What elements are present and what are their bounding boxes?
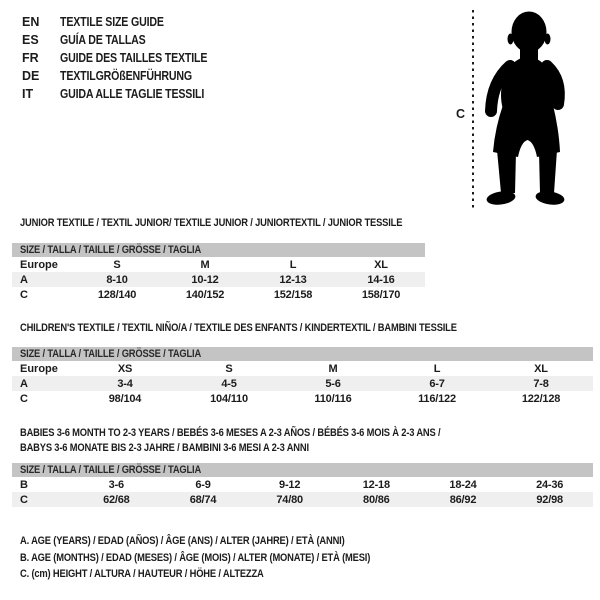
table-cell: 104/110 [210,392,248,405]
childrens-table-title-text: CHILDREN'S TEXTILE / TEXTIL NIÑO/A / TEXTILE DES ENFANTS / KINDERTEXTIL / BAMBINI TESSILE [20,322,457,334]
language-row-es [22,31,233,49]
language-title: TEXTILGRÖßENFÜHRUNG [60,69,192,83]
table-cell: 92/98 [536,493,563,506]
childrens-textile-section [12,322,593,406]
table-row [12,492,593,507]
note-c [20,566,432,583]
row-label: B [20,478,28,491]
table-cell: XS [117,362,133,375]
table-cell: 24-36 [536,478,564,491]
row-label: Europe [20,362,58,375]
table-cell: 12-18 [362,478,390,491]
note-a [20,533,432,550]
table-row [12,257,425,272]
table-cell: 12-13 [279,273,307,286]
table-cell: S [225,362,233,375]
row-label: C [20,493,28,506]
babies-table-title-text2: BABYS 3-6 MONATE BIS 2-3 JAHRE / BAMBINI 3-6 MESI A 2-3 ANNI [20,442,309,454]
childrens-size-header-text: SIZE / TALLA / TAILLE / GRÖSSE / TAGLIA [20,348,202,360]
table-cell: L [433,362,441,375]
note-b [20,550,432,567]
baby-silhouette-icon [479,10,574,208]
language-row-fr [22,49,233,67]
table-cell: 5-6 [325,377,341,390]
language-code: FR [22,51,39,65]
table-row [12,477,593,492]
row-label: C [20,392,28,405]
note-c-text: C. (cm) HEIGHT / ALTURA / HAUTEUR / HÖHE / ALTEZZA [20,568,264,580]
note-b-text: B. AGE (MONTHS) / EDAD (MESES) / ÂGE (MOIS) / ALTER (MONATE) / ETÀ (MESI) [20,551,371,564]
table-cell: 116/122 [418,392,456,405]
table-cell: 128/140 [97,288,137,301]
legend-notes [20,533,432,583]
table-row [12,272,425,287]
table-cell: 98/104 [108,392,142,405]
language-title: GUIDE DES TAILLES TEXTILE [60,51,208,65]
language-code: DE [22,69,40,83]
table-row [12,287,425,302]
table-cell: 80/86 [363,493,390,506]
language-row-en [22,13,233,31]
row-label: A [20,273,28,286]
table-row [12,391,593,406]
language-row-de [22,67,233,85]
babies-table-title-line2 [12,441,593,456]
table-cell: 74/80 [276,493,303,506]
junior-size-header-text: SIZE / TALLA / TAILLE / GRÖSSE / TAGLIA [20,244,202,256]
junior-textile-section [12,217,425,302]
junior-table-title [12,217,425,230]
table-cell: 7-8 [533,377,549,390]
table-row [12,376,593,391]
row-label: A [20,377,28,390]
childrens-size-header-bar [12,347,593,361]
table-cell: 3-6 [108,478,124,491]
table-cell: 62/68 [103,493,130,506]
junior-table-title-text: JUNIOR TEXTILE / TEXTIL JUNIOR/ TEXTILE JUNIOR / JUNIORTEXTIL / JUNIOR TESSILE [20,217,403,229]
note-a-text: A. AGE (YEARS) / EDAD (AÑOS) / ÂGE (ANS) / ALTER (JAHRE) / ETÀ (ANNI) [20,535,345,547]
table-cell: 3-4 [117,377,133,390]
table-cell: S [113,258,121,271]
table-cell: 140/152 [185,288,225,301]
table-cell: 86/92 [449,493,477,506]
babies-size-header-bar [12,463,593,477]
height-label: C [456,107,466,121]
language-title: TEXTILE SIZE GUIDE [60,15,164,29]
babies-table-title-text1: BABIES 3-6 MONTH TO 2-3 YEARS / BEBÉS 3-6 MESES A 2-3 AÑOS / BÉBÉS 3-6 MOIS À 2-3 ANS / [20,427,441,439]
table-cell: 158/170 [361,288,401,301]
language-title: GUÍA DE TALLAS [60,33,146,47]
table-cell: 152/158 [273,288,313,301]
babies-size-header-text: SIZE / TALLA / TAILLE / GRÖSSE / TAGLIA [20,464,202,476]
table-cell: M [328,362,338,375]
table-cell: 6-9 [195,478,211,491]
table-cell: XL [374,258,388,271]
height-measure-line [472,10,474,208]
babies-textile-section [12,426,593,507]
babies-table-title-line1 [12,426,593,441]
table-cell: L [289,258,297,271]
language-code: IT [22,87,34,101]
table-cell: 14-16 [367,273,395,286]
language-title: GUIDA ALLE TAGLIE TESSILI [60,87,205,101]
table-cell: 9-12 [279,478,301,491]
table-cell: 4-5 [221,377,237,390]
junior-size-header-bar [12,243,425,257]
table-cell: 18-24 [449,478,477,491]
table-cell: 10-12 [191,273,219,286]
table-row [12,361,593,376]
table-cell: 6-7 [429,377,445,390]
row-label: C [20,288,28,301]
language-row-it [22,85,233,103]
language-code: EN [22,15,40,29]
language-code: ES [22,33,39,47]
childrens-table-title [12,322,593,335]
table-cell: 122/128 [521,392,561,405]
language-list [22,13,233,103]
table-cell: 68/74 [189,493,217,506]
row-label: Europe [20,258,58,271]
table-cell: 8-10 [106,273,128,286]
table-cell: XL [534,362,548,375]
table-cell: M [200,258,210,271]
table-cell: 110/116 [314,392,352,405]
